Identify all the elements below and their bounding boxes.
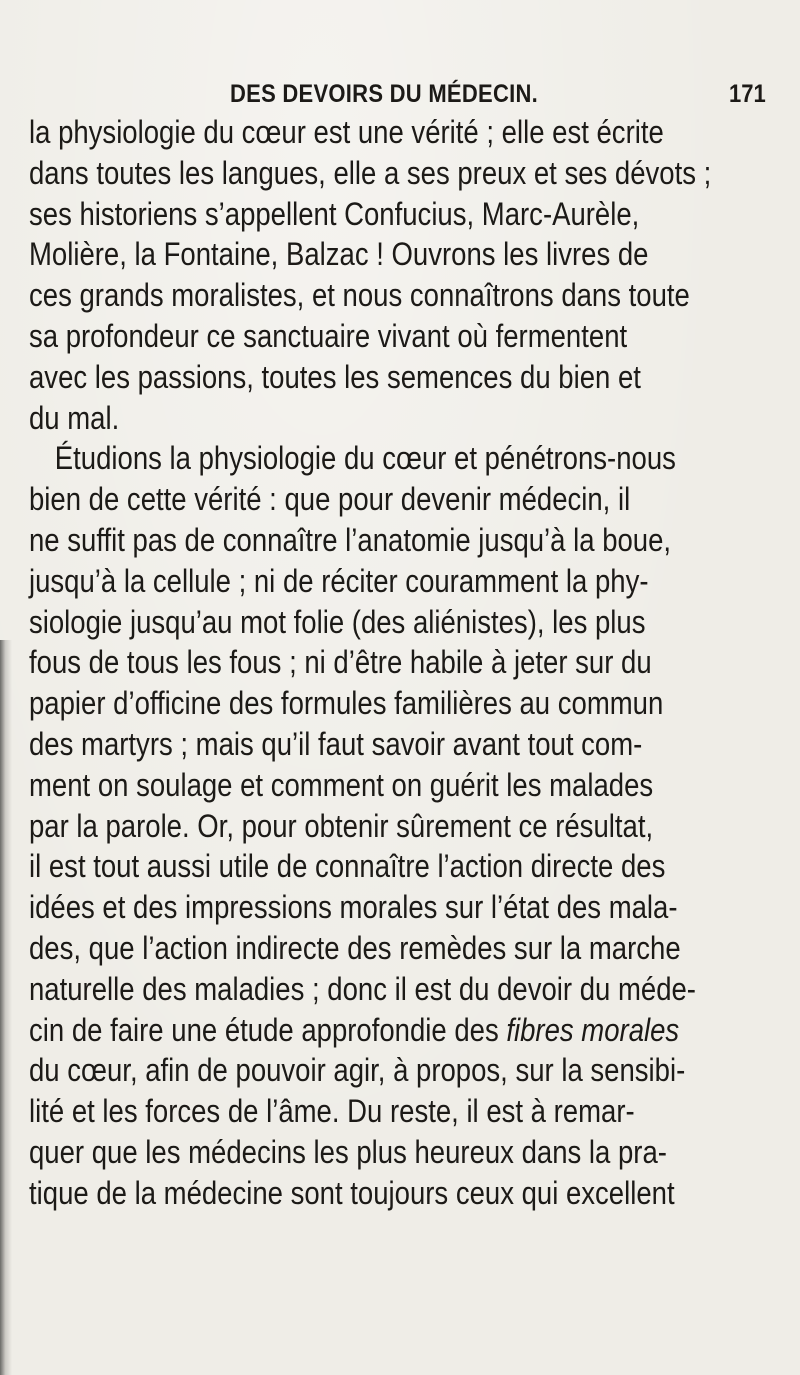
text-line: naturelle des maladies ; donc il est du devoir du méde- [29, 970, 696, 1007]
text-line: idées et des impressions morales sur l’état des mala- [29, 889, 678, 926]
text-line: siologie jusqu’au mot folie (des aliénistes), les plus [29, 603, 646, 640]
text-line: du mal. [29, 399, 120, 436]
text-line: des, que l’action indirecte des remèdes sur la marche [29, 929, 681, 966]
paragraph-start-line: Étudions la physiologie du cœur et pénétrons-nous [54, 440, 676, 477]
text-line: par la parole. Or, pour obtenir sûrement ce résultat, [29, 807, 654, 844]
page-header [230, 80, 790, 114]
text-line: ses historiens s’appellent Confucius, Marc-Aurèle, [29, 195, 640, 232]
italic-phrase: fibres morales [506, 1011, 680, 1048]
page-number: 171 [729, 80, 766, 108]
text-line: la physiologie du cœur est une vérité ; elle est écrite [29, 114, 664, 150]
body-text [29, 112, 800, 1214]
text-line: ne suffit pas de connaître l’anatomie jusqu’à la boue, [29, 521, 672, 558]
text-line: fous de tous les fous ; ni d’être habile à jeter sur du [29, 644, 652, 681]
running-title: DES DEVOIRS DU MÉDECIN. [230, 80, 539, 108]
text-line: lité et les forces de l’âme. Du reste, il est à remar- [29, 1093, 635, 1130]
text-line: des martyrs ; mais qu’il faut savoir avant tout com- [29, 725, 643, 762]
binding-shadow [0, 640, 12, 1375]
text-line: avec les passions, toutes les semences du bien et [29, 358, 641, 395]
text-line: tique de la médecine sont toujours ceux qui excellent [29, 1174, 675, 1211]
text-line: jusqu’à la cellule ; ni de réciter couramment la phy- [29, 562, 649, 599]
text-line: papier d’officine des formules familières au commun [29, 685, 664, 722]
text-line: quer que les médecins les plus heureux dans la pra- [29, 1133, 667, 1170]
text-line: Molière, la Fontaine, Balzac ! Ouvrons les livres de [29, 236, 649, 273]
text-line-with-italic [29, 1010, 700, 1051]
text-line: ment on soulage et comment on guérit les malades [29, 766, 654, 803]
text-line: sa profondeur ce sanctuaire vivant où fermentent [29, 317, 628, 354]
text-line: dans toutes les langues, elle a ses preux et ses dévots ; [29, 154, 712, 191]
text-segment: cin de faire une étude approfondie des [29, 1011, 499, 1048]
text-line: du cœur, afin de pouvoir agir, à propos, sur la sensibi- [29, 1052, 686, 1089]
text-line: il est tout aussi utile de connaître l’action directe des [29, 848, 666, 885]
text-line: bien de cette vérité : que pour devenir médecin, il [29, 481, 631, 518]
text-line: ces grands moralistes, et nous connaîtrons dans toute [29, 277, 690, 314]
